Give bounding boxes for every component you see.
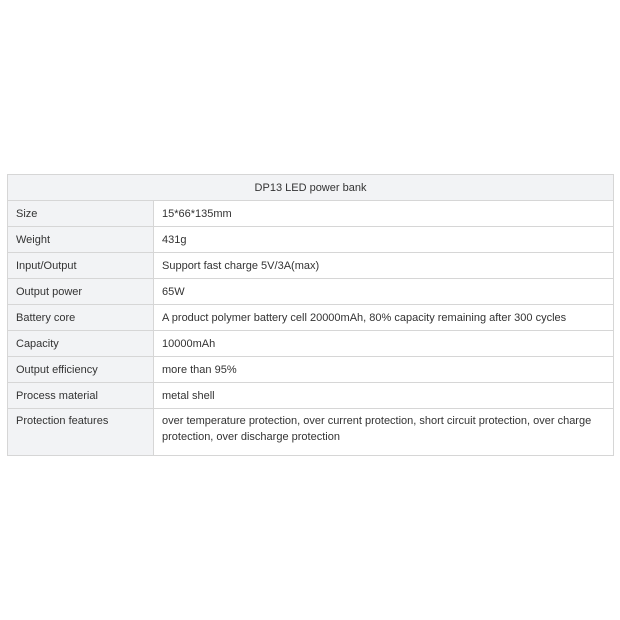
row-value-size: 15*66*135mm (154, 201, 614, 227)
table-row (8, 409, 614, 456)
spec-table (7, 174, 614, 456)
row-label-process-material: Process material (8, 383, 154, 409)
row-label-protection-features: Protection features (8, 409, 154, 456)
table-row (8, 383, 614, 409)
row-label-output-efficiency: Output efficiency (8, 357, 154, 383)
row-value-process-material: metal shell (154, 383, 614, 409)
row-value-capacity: 10000mAh (154, 331, 614, 357)
row-label-input-output: Input/Output (8, 253, 154, 279)
table-row (8, 305, 614, 331)
row-label-battery-core: Battery core (8, 305, 154, 331)
row-value-battery-core: A product polymer battery cell 20000mAh, 80% capacity remaining after 300 cycles (154, 305, 614, 331)
table-row (8, 279, 614, 305)
table-row (8, 201, 614, 227)
row-value-output-efficiency: more than 95% (154, 357, 614, 383)
row-value-output-power: 65W (154, 279, 614, 305)
row-label-capacity: Capacity (8, 331, 154, 357)
table-row (8, 357, 614, 383)
row-value-input-output: Support fast charge 5V/3A(max) (154, 253, 614, 279)
row-value-protection-features: over temperature protection, over current protection, short circuit protection, over charge protection, over discharge protection (154, 409, 614, 456)
row-label-weight: Weight (8, 227, 154, 253)
table-row (8, 227, 614, 253)
table-title: DP13 LED power bank (8, 175, 614, 201)
table-row (8, 253, 614, 279)
table-row (8, 331, 614, 357)
row-label-size: Size (8, 201, 154, 227)
row-value-weight: 431g (154, 227, 614, 253)
row-label-output-power: Output power (8, 279, 154, 305)
